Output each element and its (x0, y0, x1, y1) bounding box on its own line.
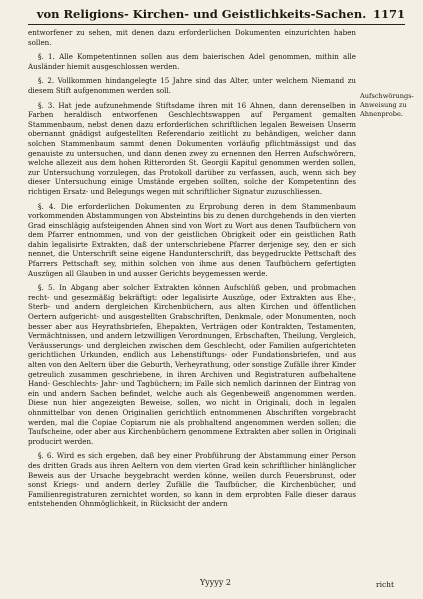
page-number: 1171 (372, 7, 405, 21)
paragraph-section-3: §. 3. Hat jede aufzunehmende Stiftsdame ihren mit 16 Ahnen, dann derenselben in Farben heraldisch entworfenen Geschlechtswappen auf Pergament gemalten Stammenbaum, nebst denen dazu erforderlichen schriftlichen legalen Beweisen Unserm obernannt gnädigst aufgestellten Referendario zeitlicht zu behändigen, welcher dann solchen Stammenbaum sammt denen Dokumenten vorläufig pflichtmässigst und das genauiste zu untersuchen, und dann denen zwey zu ernennen den Herren Aufschwörern, welche allezeit aus dem hohen Ritterorden St. Georgii Kapitul genommen werden sollen, zur Untersuchung vorzulegen, das Protokoll darüber zu verfassen, auch, wenn sich bey dieser Untersuchung einige Umstände ergeben sollten, solche der Kompetentinn des richtigen Ersatz- und Belegungs wegen mit schriftlicher Signatur zuzuschliessen. (28, 100, 356, 196)
paragraph-section-6: §. 6. Wird es sich ergeben, daß bey einer Probführung der Abstammung einer Person des dritten Grads aus ihren Aeltern von dem vierten Grad kein schriftlicher hinlänglicher Beweis aus der Ursache beygebracht werden könne, weilen durch Feuersbrunst, oder sonst Kriegs- und andern derley Zufälle die Taufbücher, die Kirchenbücher, und Familienregistraturen zernichtet worden, so kann in dem erprobten Falle dieser daraus entstehenden Ohnmöglichkeit, in Rücksicht der andern (28, 451, 356, 509)
paragraph-section-4: §. 4. Die erforderlichen Dokumenten zu Erprobung deren in dem Stammenbaum vorkommenden Abstammungen von Absteintins bis zu denen durchgehends in den vierten Grad einschlägig aufsteigenden Ahnen sind von Wort zu Wort aus denen Taufbüchern von dem Pfarrer entnommen, und von der geistlichen Obrigkeit oder ein geistlichen Rath dahin legalisirte Extrakten, daß der unterschriebene Pfarrer derjenige sey, den er sich nennet, die Unterschrift seine eigene Handunterschrift, das beygedruckte Pettschaft des Pfarrers Pettschaft sey, mithin solchen von ihme aus denen Taufbüchern gefertigten Auszügen all Glauben in und ausser Gerichts beygemessen werde. (28, 201, 356, 278)
running-head: von Religions- Kirchen- und Geistlichkeits-Sachen. (36, 7, 367, 21)
paragraph-section-2: §. 2. Vollkommen hindangelegte 15 Jahre sind das Alter, unter welchem Niemand zu diesem Stift aufgenommen werden soll. (28, 76, 356, 95)
paragraph-section-5: §. 5. In Abgang aber solcher Extrakten können Aufschlüß geben, und probmachen recht- und gesezmäßig bekräftigt: oder legalisirte Auszüge, oder Extrakten aus Ehe-, Sterb- und andern dergleichen Kirchenbüchern, aus alten Kirchen und öffentlichen Oertern aufgericht- und ausgestellten Grabschriften, Denkmale, oder Monumenten, noch besser aber aus Heyrathsbriefen, Ehepakten, Verträgen oder Kontrakten, Testamenten, Vermächtnissen, und andern letzwilligen Verordnungen, Erbschaften, Theilung, Vergleich, Veräusserungs- und dergleichen zwischen dem Geschlecht, oder Familien aufgerichteten gerichtlichen Urkunden, endlich aus Lehenstiftungs- oder Fundationsbriefen, und aus alten von den Aeltern über die Geburth, Verheyrathung, oder sonstige Zufälle ihrer Kinder getreulich zusammen geschriebene, in ihren Archiven und Registraturen aufbehaltene Hand- Geschlechts- Jahr- und Tagbüchern; im Falle sich nemlich darinnen der Eintrag von ein und andern Sachen befindet, welche auch als Gegenbeweiß angenommen werden. Diese nun hier angezeigten Beweise, sollen, wo nicht in Originali, doch in legalen ohnmittelbar von denen Originalien gerichtlich entnommenen Abschriften vorgebracht werden, mal die Copiae Copiarum nie als probhaltend angenommen werden sollen; die Taufscheine, oder aber aus Kirchenbüchern genommene Extrakten aber sollen in Originali producirt werden. (28, 283, 356, 446)
margin-note: Aufschwörungs-Anweisung zu Ahnenprobe. (360, 92, 414, 118)
body-text (28, 28, 356, 509)
catchword: richt (376, 580, 395, 589)
paragraph-continuation: entworfener zu sehen, mit denen dazu erforderlichen Dokumenten einzurichten haben sollen. (28, 28, 356, 47)
printer-signature: Yyyyy 2 (200, 578, 231, 587)
paragraph-section-1: §. 1. Alle Kompetentinnen sollen aus dem baierischen Adel genommen, mithin alle Ausländer hiemit ausgeschlossen werden. (28, 52, 356, 71)
page-header (28, 6, 405, 25)
page-footer (0, 578, 423, 590)
